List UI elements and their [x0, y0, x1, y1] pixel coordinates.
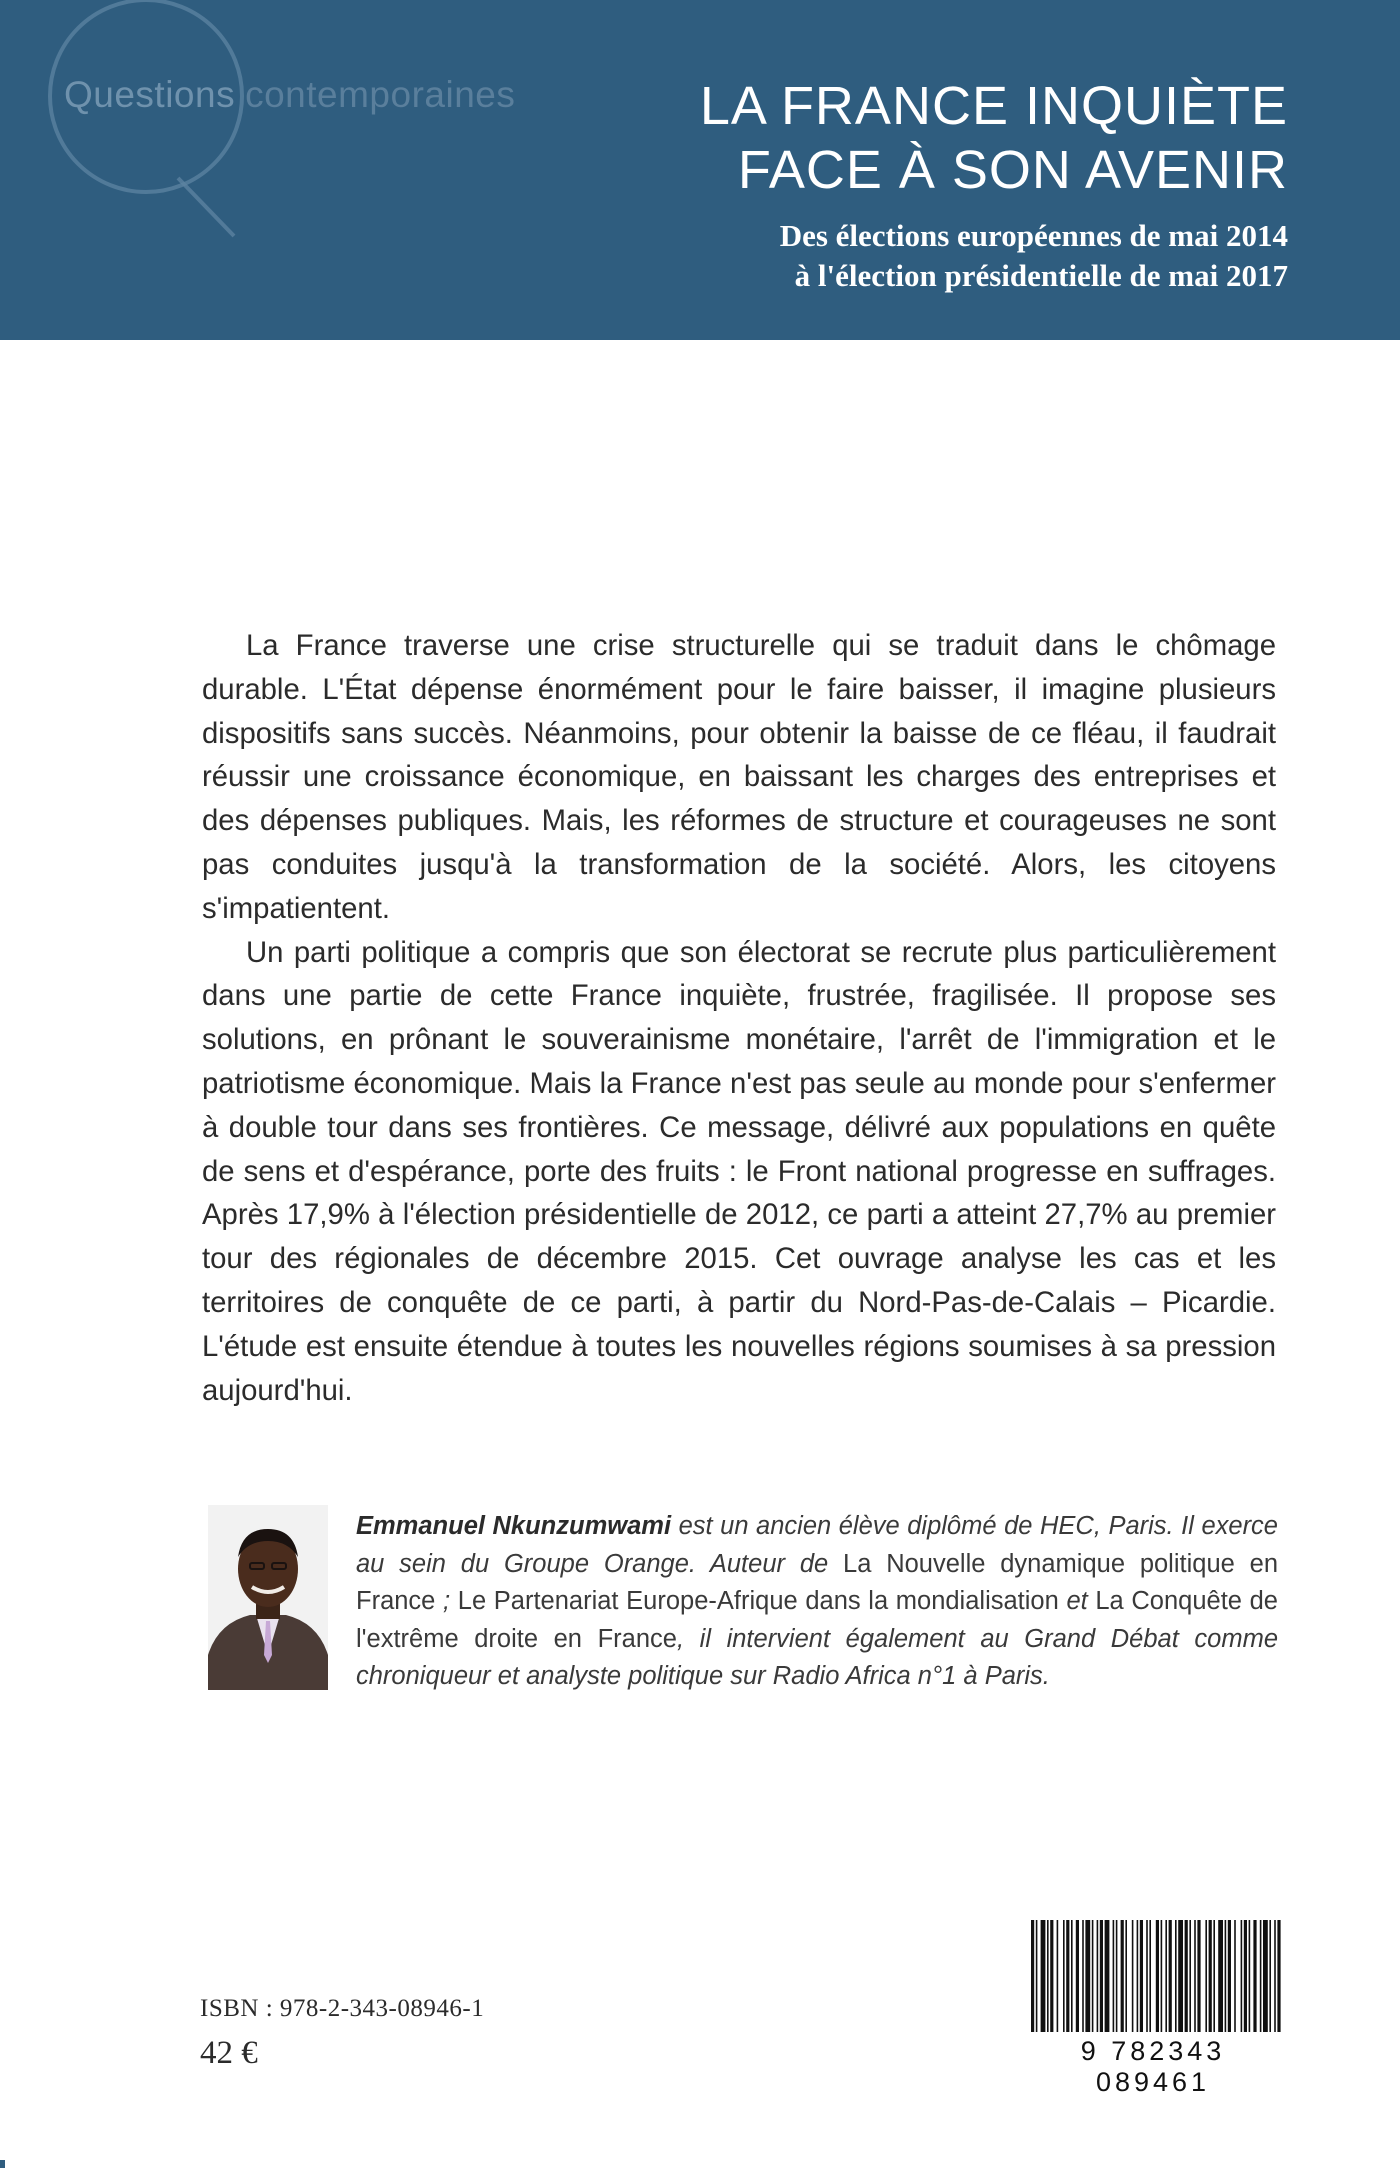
bio-text-2: , il intervient également au Grand Débat comme chroniqueur et analyste politique sur Radio Africa n°1 à Paris. [356, 1624, 1278, 1690]
bio-separator-2: et [1058, 1587, 1096, 1615]
author-name: Emmanuel Nkunzumwami [356, 1512, 672, 1540]
book-title-3: La Conquête de l'extrême droite en France [356, 1587, 1278, 1653]
author-bio [356, 1508, 1278, 1696]
price-label: 42 € [200, 2035, 258, 2071]
series-word-2: contemporaines [245, 74, 516, 115]
book-title-1: La Nouvelle dynamique politique en France [356, 1549, 1278, 1615]
crop-mark-bottom [0, 2160, 5, 2168]
back-cover-blurb [202, 624, 1276, 1412]
book-title-2: Le Partenariat Europe-Afrique dans la mondialisation [457, 1587, 1059, 1615]
author-portrait-icon [208, 1505, 328, 1690]
author-photo [208, 1505, 328, 1690]
title-line-2: FACE À SON AVENIR [737, 140, 1288, 200]
blurb-paragraph-2: Un parti politique a compris que son électorat se recrute plus particulièrement dans une partie de cette France inquiète, frustrée, fragilisée. Il propose ses solutions, en prônant le souverainisme monétaire, l'arrêt de l'immigration et le patriotisme économique. Mais la France n'est pas seule au monde pour s'enfermer à double tour dans ses frontières. Ce message, délivré aux populations en quête de sens et d'espérance, porte des fruits : le Front national progresse en suffrages. Après 17,9% à l'élection présidentielle de 2012, ce parti a atteint 27,7% au premier tour des régionales de décembre 2015. Cet ouvrage analyse les cas et les territoires de conquête de ce parti, à partir du Nord-Pas-de-Calais – Picardie. L'étude est ensuite étendue à toutes les nouvelles régions soumises à sa pression aujourd'hui. [202, 935, 1276, 1407]
subtitle-line-1: Des élections européennes de mai 2014 [779, 218, 1288, 253]
blurb-paragraph-1: La France traverse une crise structurelle qui se traduit dans le chômage durable. L'État dépense énormément pour le faire baisser, il imagine plusieurs dispositifs sans succès. Néanmoins, pour obtenir la baisse de ce fléau, il faudrait réussir une croissance économique, en baissant les charges des entreprises et des dépenses publiques. Mais, les réformes de structure et courageuses ne sont pas conduites jusqu'à la transformation de la société. Alors, les citoyens s'impatientent. [202, 629, 1276, 925]
header-band [0, 0, 1400, 340]
barcode-number: 9 782343 089461 [1080, 2036, 1226, 2097]
book-title [700, 74, 1288, 202]
barcode-icon [1027, 1920, 1284, 2035]
bio-separator-1: ; [435, 1587, 458, 1615]
subtitle-line-2: à l'élection présidentielle de mai 2017 [794, 258, 1288, 293]
bio-text-1: est un ancien élève diplômé de HEC, Paris. Il exerce au sein du Groupe Orange. Auteur de [356, 1512, 1278, 1578]
book-subtitle [780, 216, 1288, 296]
series-q-logo-icon [28, 0, 268, 238]
series-word-1: Questions [64, 74, 236, 115]
isbn-label: ISBN : 978-2-343-08946-1 [200, 1995, 485, 2022]
series-name [64, 74, 515, 116]
title-line-1: LA FRANCE INQUIÈTE [699, 76, 1288, 136]
